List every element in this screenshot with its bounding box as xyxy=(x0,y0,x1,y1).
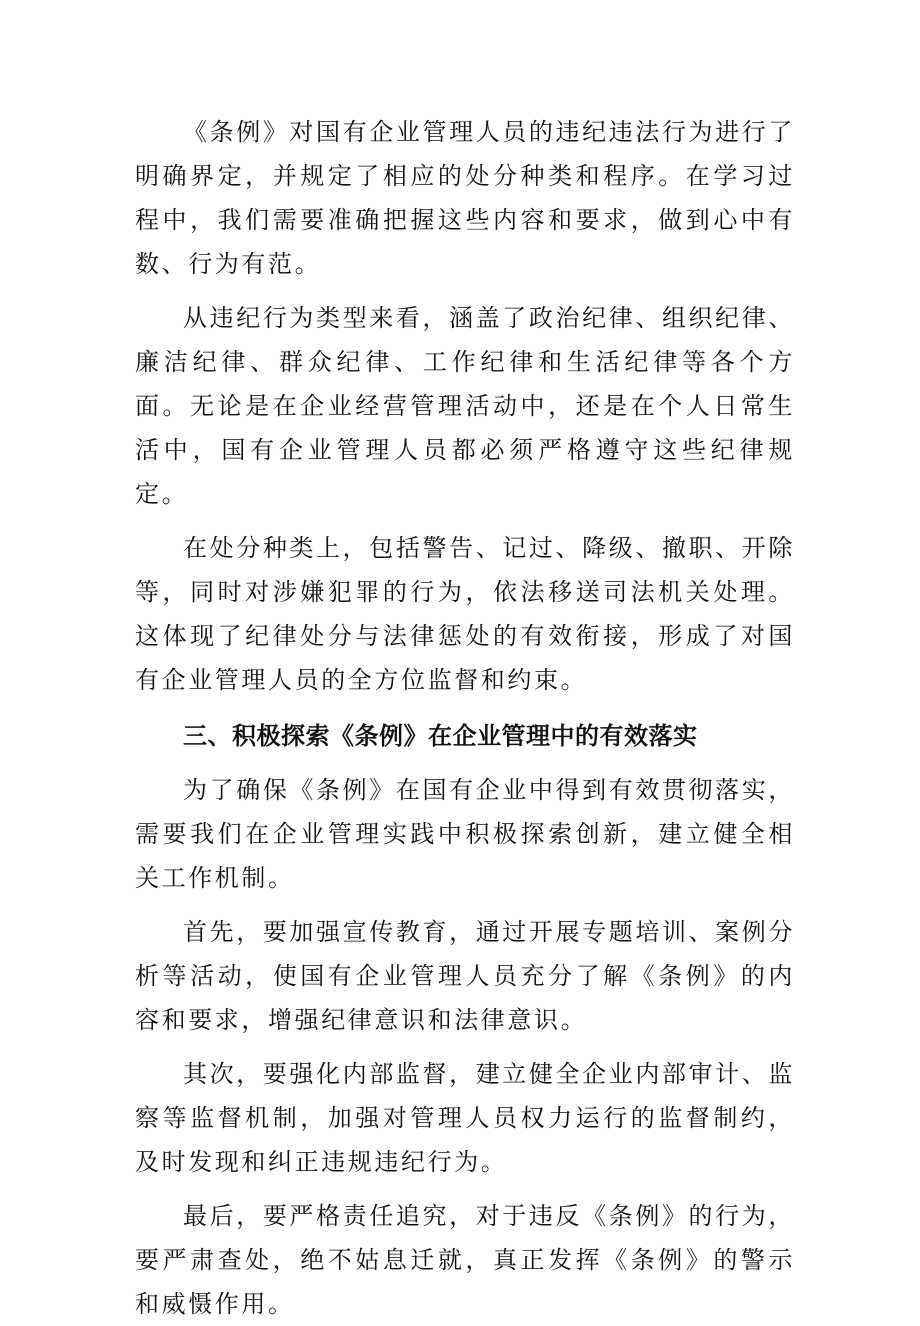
paragraph-gap xyxy=(135,516,795,526)
paragraph-implementation: 为了确保《条例》在国有企业中得到有效贯彻落实，需要我们在企业管理实践中积极探索创新，建立健全相关工作机制。 xyxy=(135,776,795,892)
paragraph-gap xyxy=(135,758,795,768)
document-body xyxy=(135,110,795,1326)
paragraph-final-accountability: 最后，要严格责任追究，对于违反《条例》的行为，要严肃查处，绝不姑息迁就，真正发挥《条例》的警示和威慑作用。 xyxy=(135,1202,795,1318)
paragraph-second-supervision: 其次，要强化内部监督，建立健全企业内部审计、监察等监督机制，加强对管理人员权力运行的监督制约，及时发现和纠正违规违纪行为。 xyxy=(135,1060,795,1176)
paragraph-gap xyxy=(135,900,795,910)
paragraph-first-education: 首先，要加强宣传教育，通过开展专题培训、案例分析等活动，使国有企业管理人员充分了解《条例》的内容和要求，增强纪律意识和法律意识。 xyxy=(135,918,795,1034)
paragraph-gap xyxy=(135,702,795,714)
paragraph-gap xyxy=(135,1042,795,1052)
paragraph-gap xyxy=(135,286,795,296)
paragraph-definition: 《条例》对国有企业管理人员的违纪违法行为进行了明确界定，并规定了相应的处分种类和程序。在学习过程中，我们需要准确把握这些内容和要求，做到心中有数、行为有范。 xyxy=(135,118,795,278)
paragraph-violation-types: 从违纪行为类型来看，涵盖了政治纪律、组织纪律、廉洁纪律、群众纪律、工作纪律和生活纪律等各个方面。无论是在企业经营管理活动中，还是在个人日常生活中，国有企业管理人员都必须严格遵守这些纪律规定。 xyxy=(135,304,795,508)
section-heading: 三、积极探索《条例》在企业管理中的有效落实 xyxy=(183,722,698,750)
paragraph-punishment-types: 在处分种类上，包括警告、记过、降级、撤职、开除等，同时对涉嫌犯罪的行为，依法移送司法机关处理。这体现了纪律处分与法律惩处的有效衔接，形成了对国有企业管理人员的全方位监督和约束。 xyxy=(135,534,795,694)
paragraph-gap xyxy=(135,1184,795,1194)
